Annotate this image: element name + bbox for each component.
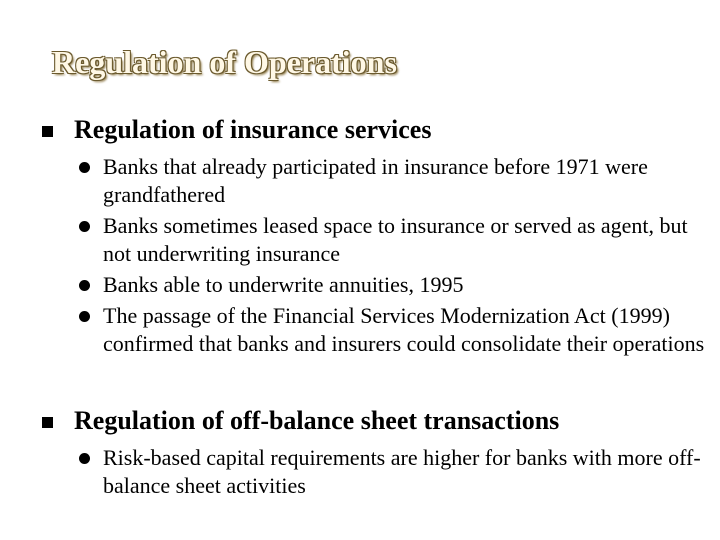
round-bullet-icon (79, 221, 90, 232)
bullet-list (40, 444, 710, 500)
section-heading-text: Regulation of insurance services (74, 115, 432, 144)
square-bullet-icon (42, 126, 53, 137)
list-item-text: The passage of the Financial Services Modernization Act (1999) confirmed that banks and insurers could consolidate their operations (103, 303, 705, 356)
list-item (40, 153, 710, 209)
list-item (40, 302, 710, 358)
slide-title: Regulation of Operations (52, 44, 397, 80)
list-item (40, 212, 710, 268)
list-item-text: Risk-based capital requirements are higher for banks with more off-balance sheet activities (103, 445, 701, 498)
section-heading-text: Regulation of off-balance sheet transactions (74, 406, 560, 435)
list-item-text: Banks sometimes leased space to insurance or served as agent, but not underwriting insurance (103, 213, 688, 266)
list-item (40, 271, 710, 299)
list-item-text: Banks that already participated in insurance before 1971 were grandfathered (103, 154, 648, 207)
list-item-text: Banks able to underwrite annuities, 1995 (103, 272, 464, 297)
list-item (40, 444, 710, 500)
section-heading (40, 113, 710, 147)
bullet-list (40, 153, 710, 358)
section-off-balance-sheet (40, 404, 710, 503)
round-bullet-icon (79, 453, 90, 464)
round-bullet-icon (79, 280, 90, 291)
section-heading (40, 404, 710, 438)
square-bullet-icon (42, 417, 53, 428)
round-bullet-icon (79, 162, 90, 173)
round-bullet-icon (79, 311, 90, 322)
section-insurance-services (40, 113, 710, 361)
